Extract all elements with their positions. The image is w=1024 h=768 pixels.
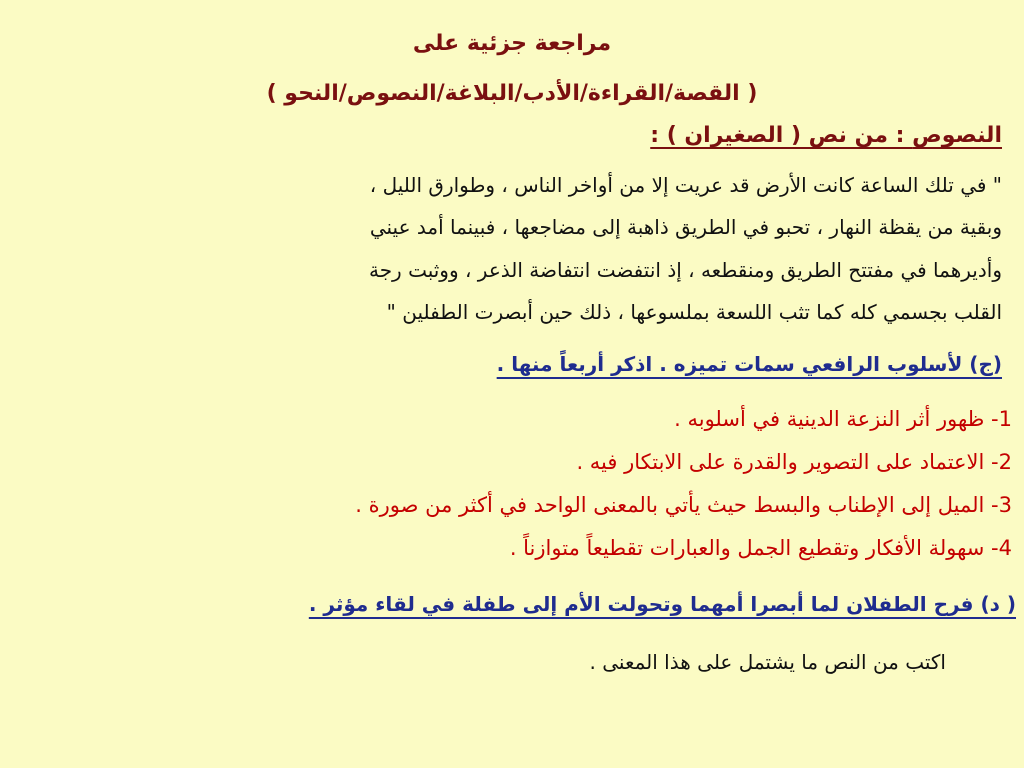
title-line-2: ( القصة/القراءة/الأدب/البلاغة/النصوص/النحو ) xyxy=(266,81,758,106)
passage-line-2: وبقية من يقظة النهار ، تحبو في الطريق ذاهبة إلى مضاجعها ، فبينما أمد عيني xyxy=(369,215,1002,239)
passage-line-4: القلب بجسمي كله كما تثب اللسعة بملسوعها ، ذلك حين أبصرت الطفلين " xyxy=(386,300,1002,324)
passage-line-3: وأديرهما في مفتتح الطريق ومنقطعه ، إذ انتفضت انتفاضة الذعر ، ووثبت رجة xyxy=(368,258,1002,282)
answer-2: 2- الاعتماد على التصوير والقدرة على الابتكار فيه . xyxy=(576,450,1012,474)
answer-3: 3- الميل إلى الإطناب والبسط حيث يأتي بالمعنى الواحد في أكثر من صورة . xyxy=(355,493,1012,517)
section-heading-label: النصوص xyxy=(912,123,1002,148)
question-c: (ج) لأسلوب الرافعي سمات تميزه . اذكر أربعاً منها . xyxy=(496,352,1002,376)
section-heading-rest: : من نص ( الصغيران ) : xyxy=(650,123,913,148)
passage-line-1: " في تلك الساعة كانت الأرض قد عريت إلا من أواخر الناس ، وطوارق الليل ، xyxy=(369,173,1002,197)
instruction: اكتب من النص ما يشتمل على هذا المعنى . xyxy=(589,650,946,674)
answer-1: 1- ظهور أثر النزعة الدينية في أسلوبه . xyxy=(674,407,1012,431)
title-line-1: مراجعة جزئية على xyxy=(412,31,612,56)
section-heading xyxy=(650,122,1002,150)
answer-4: 4- سهولة الأفكار وتقطيع الجمل والعبارات تقطيعاً متوازناً . xyxy=(509,536,1012,560)
question-d: ( د) فرح الطفلان لما أبصرا أمهما وتحولت الأم إلى طفلة في لقاء مؤثر . xyxy=(308,592,1016,616)
